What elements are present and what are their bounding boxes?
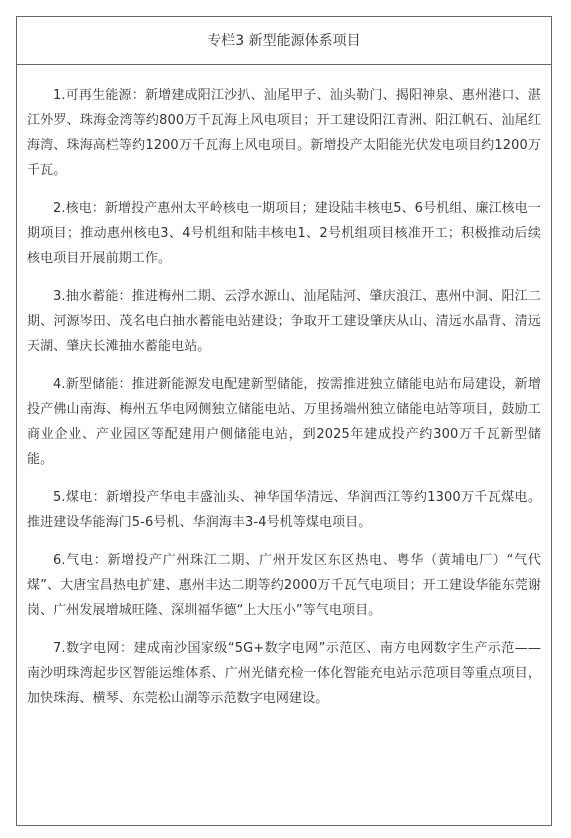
item-digital-grid: 7.数字电网：建成南沙国家级“5G+数字电网”示范区、南方电网数字生产示范——南沙明珠湾起步区智能运维体系、广州光储充检一体化智能充电站示范项目等重点项目，加快珠海、横琴、东莞松山湖等示范数字电网建设。 <box>27 641 541 706</box>
panel-body <box>17 65 551 711</box>
item-gas-power: 6.气电：新增投产广州珠江二期、广州开发区东区热电、粤华（黄埔电厂）“气代煤”、大唐宝昌热电扩建、惠州丰达二期等约2000万千瓦气电项目；开工建设华能东莞谢岗、广州发展增城旺隆、深圳福华德“上大压小”等气电项目。 <box>27 553 541 618</box>
panel-title: 专栏3 新型能源体系项目 <box>17 17 551 65</box>
energy-projects-panel <box>16 16 552 826</box>
item-nuclear-power: 2.核电：新增投产惠州太平岭核电一期项目；建设陆丰核电5、6号机组、廉江核电一期项目；推动惠州核电3、4号机组和陆丰核电1、2号机组项目核准开工；积极推动后续核电项目开展前期工作。 <box>27 201 541 266</box>
item-coal-power: 5.煤电：新增投产华电丰盛汕头、神华国华清远、华润西江等约1300万千瓦煤电。推进建设华能海门5-6号机、华润海丰3-4号机等煤电项目。 <box>27 490 541 530</box>
item-pumped-storage: 3.抽水蓄能：推进梅州二期、云浮水源山、汕尾陆河、肇庆浪江、惠州中洞、阳江二期、河源岑田、茂名电白抽水蓄能电站建设；争取开工建设肇庆从山、清远水晶背、清远天湖、肇庆长滩抽水蓄能电站。 <box>27 289 541 354</box>
item-new-energy-storage: 4.新型储能：推进新能源发电配建新型储能，按需推进独立储能电站布局建设，新增投产佛山南海、梅州五华电网侧独立储能电站、万里扬端州独立储能电站等项目，鼓励工商业企业、产业园区等配建用户侧储能电站，到2025年建成投产约300万千瓦新型储能。 <box>27 377 541 467</box>
item-renewable-energy: 1.可再生能源：新增建成阳江沙扒、汕尾甲子、汕头勒门、揭阳神泉、惠州港口、湛江外罗、珠海金湾等约800万千瓦海上风电项目；开工建设阳江青洲、阳江帆石、汕尾红海湾、珠海高栏等约1200万千瓦海上风电项目。新增投产太阳能光伏发电项目约1200万千瓦。 <box>27 88 541 178</box>
